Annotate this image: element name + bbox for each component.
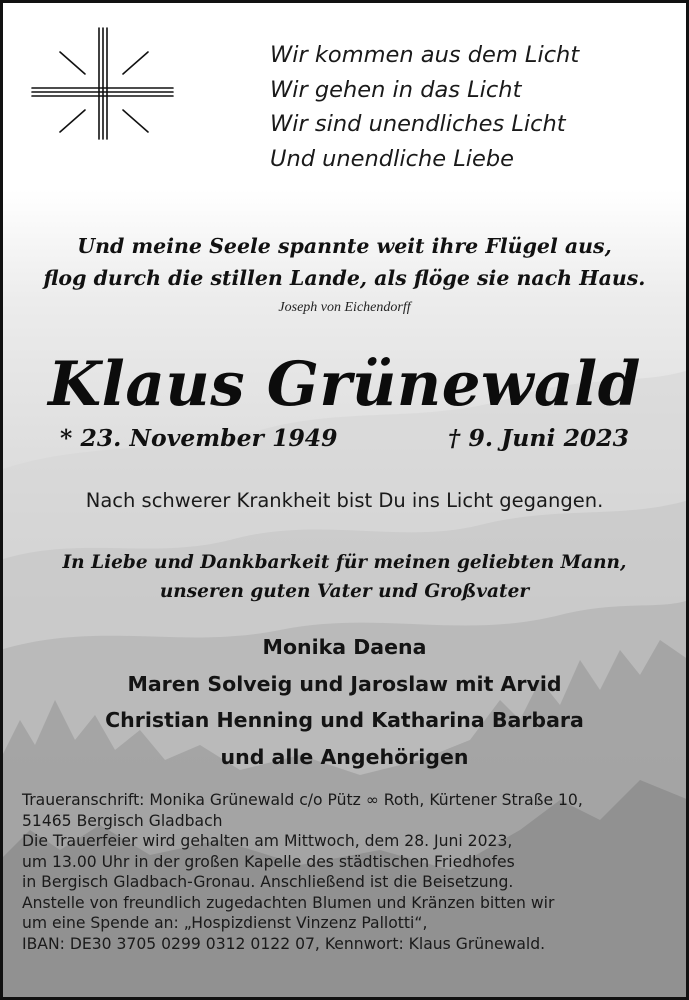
- mourner: und alle Angehörigen: [220, 744, 469, 769]
- details-line: in Bergisch Gladbach-Gronau. Anschließend ist die Beisetzung.: [22, 873, 514, 891]
- radiant-cross-icon: [30, 26, 175, 141]
- poem-line: Wir sind unendliches Licht: [270, 111, 566, 137]
- quote-line: flog durch die stillen Lande, als flöge sie nach Haus.: [43, 266, 646, 290]
- details-line: 51465 Bergisch Gladbach: [22, 811, 223, 830]
- details-line: um 13.00 Uhr in der großen Kapelle des städtischen Friedhofes: [22, 852, 515, 871]
- funeral-details: [22, 790, 672, 954]
- mourner: Christian Henning und Katharina Barbara: [105, 708, 584, 732]
- mourner: Maren Solveig und Jaroslaw mit Arvid: [127, 671, 562, 696]
- deceased-name: Klaus Grünewald: [48, 349, 641, 420]
- mourner: Monika Daena: [262, 635, 427, 659]
- details-line: Traueranschrift: Monika Grünewald c/o Pütz ∞ Roth, Kürtener Straße 10,: [22, 791, 583, 809]
- details-line: Anstelle von freundlich zugedachten Blumen und Kränzen bitten wir: [22, 893, 555, 912]
- quote: [10, 230, 679, 294]
- details-line: um eine Spende an: „Hospizdienst Vinzenz Pallotti“,: [22, 914, 428, 932]
- poem-line: Wir gehen in das Licht: [270, 76, 522, 103]
- death-date: † 9. Juni 2023: [448, 424, 629, 452]
- details-line: Die Trauerfeier wird gehalten am Mittwoch, dem 28. Juni 2023,: [22, 832, 513, 850]
- dedication: [10, 548, 679, 606]
- dedication-line: In Liebe und Dankbarkeit für meinen geliebten Mann,: [62, 552, 627, 573]
- birth-date: * 23. November 1949: [60, 424, 338, 452]
- poem-line: Und unendliche Liebe: [270, 145, 514, 172]
- details-line: IBAN: DE30 3705 0299 0312 0122 07, Kennwort: Klaus Grünewald.: [22, 934, 546, 953]
- quote-author: Joseph von Eichendorff: [278, 300, 411, 315]
- quote-line: Und meine Seele spannte weit ihre Flügel aus,: [77, 234, 612, 258]
- tagline: Nach schwerer Krankheit bist Du ins Licht gegangen.: [85, 489, 604, 512]
- poem-line: Wir kommen aus dem Licht: [270, 42, 580, 68]
- poem: [270, 38, 670, 176]
- mourners-list: [0, 629, 689, 775]
- dedication-line: unseren guten Vater und Großvater: [159, 581, 530, 602]
